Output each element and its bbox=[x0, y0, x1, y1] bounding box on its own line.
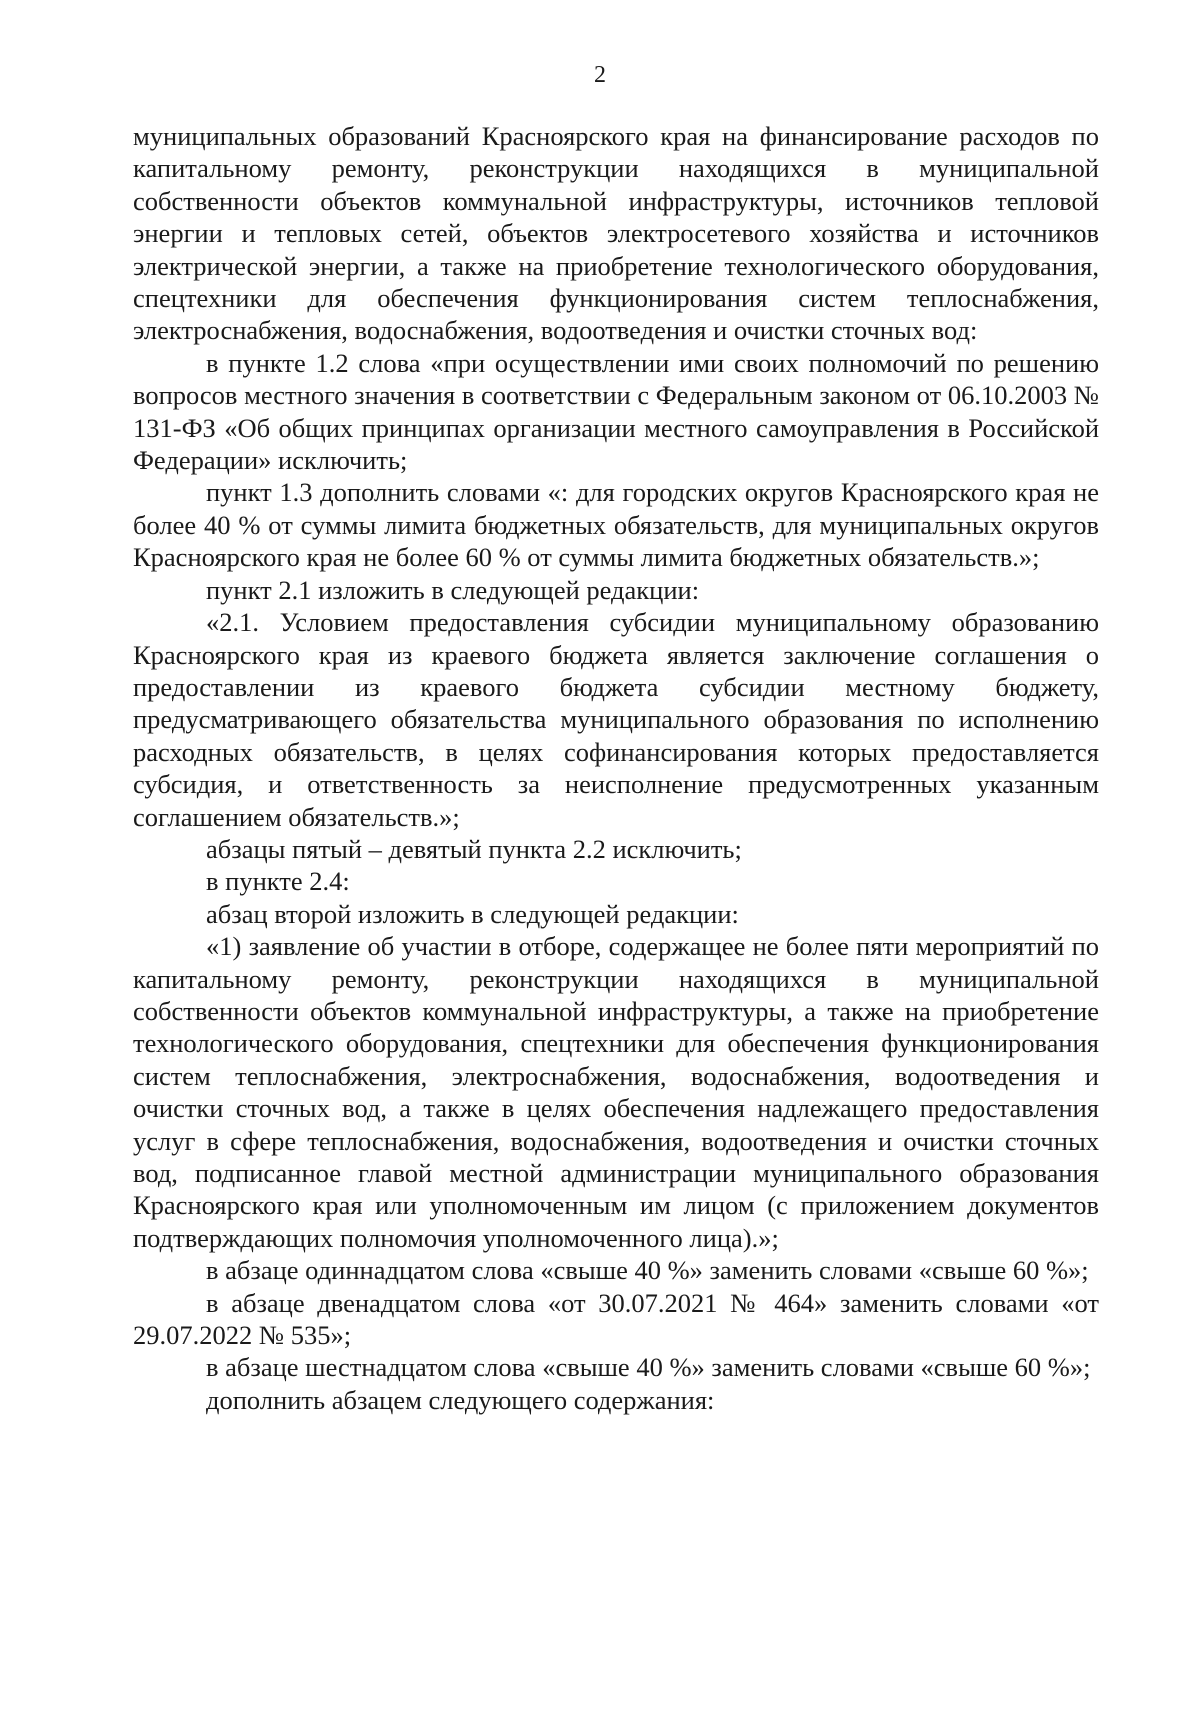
paragraph: в абзаце шестнадцатом слова «свыше 40 %» заменить словами «свыше 60 %»; bbox=[206, 1352, 1091, 1383]
paragraph: «1) заявление об участии в отборе, содержащее не более пяти мероприятий по капитальному ремонту, реконструкции находящихся в муниципальной собственности объектов коммунальной инфраструктуры, а также на приобретение технологического оборудования, спецтехники для обеспечения функционирования систем теплоснабжения, электроснабжения, водоснабжения, водоотведения и очистки сточных вод, а также в целях обеспечения надлежащего предоставления услуг в сфере теплоснабжения, водоснабжения, водоотведения и очистки сточных вод, подписанное главой местной администрации муниципального образования Красноярского края или уполномоченным им лицом (с приложением документов подтверждающих полномочия уполномоченного лица).»; bbox=[133, 931, 1099, 1253]
paragraph: в пункте 2.4: bbox=[206, 866, 350, 897]
paragraph: дополнить абзацем следующего содержания: bbox=[206, 1384, 715, 1415]
paragraph: в абзаце двенадцатом слова «от 30.07.2021 № 464» заменить словами «от 29.07.2022 № 535»; bbox=[133, 1287, 1099, 1351]
paragraph: в абзаце одиннадцатом слова «свыше 40 %» заменить словами «свыше 60 %»; bbox=[206, 1255, 1089, 1286]
paragraph: абзацы пятый – девятый пункта 2.2 исключить; bbox=[206, 833, 742, 864]
paragraph: в пункте 1.2 слова «при осуществлении ими своих полномочий по решению вопросов местного значения в соответствии с Федеральным законом от 06.10.2003 № 131-ФЗ «Об общих принципах организации местного самоуправления в Российской Федерации» исключить; bbox=[133, 347, 1099, 476]
paragraph: абзац второй изложить в следующей редакции: bbox=[206, 898, 739, 929]
paragraph: пункт 1.3 дополнить словами «: для городских округов Красноярского края не более 40 % от суммы лимита бюджетных обязательств, для муниципальных округов Красноярского края не более 60 % от суммы лимита бюджетных обязательств.»; bbox=[133, 477, 1099, 573]
paragraph: пункт 2.1 изложить в следующей редакции: bbox=[206, 574, 700, 605]
paragraph-continuation: муниципальных образований Красноярского края на финансирование расходов по капитальному ремонту, реконструкции находящихся в муниципальной собственности объектов коммунальной инфраструктуры, источников тепловой энергии и тепловых сетей, объектов электросетевого хозяйства и источников электрической энергии, а также на приобретение технологического оборудования, спецтехники для обеспечения функционирования систем теплоснабжения, электроснабжения, водоснабжения, водоотведения и очистки сточных вод: bbox=[133, 121, 1099, 346]
document-body bbox=[133, 120, 1099, 1416]
page-number: 2 bbox=[594, 62, 606, 88]
paragraph: «2.1. Условием предоставления субсидии муниципальному образованию Красноярского края из краевого бюджета является заключение соглашения о предоставлении из краевого бюджета субсидии местному бюджету, предусматривающего обязательства муниципального образования по исполнению расходных обязательств, в целях софинансирования которых предоставляется субсидия, и ответственность за неисполнение предусмотренных указанным соглашением обязательств.»; bbox=[133, 607, 1099, 832]
